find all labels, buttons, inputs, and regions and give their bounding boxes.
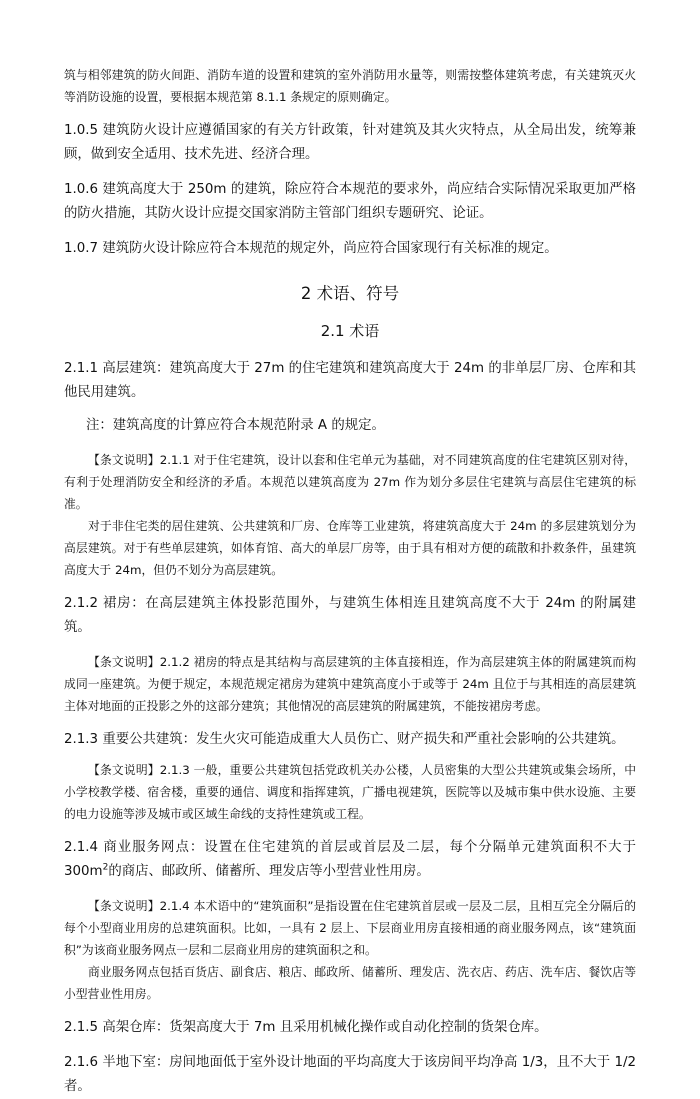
explanation-2-1-3: 【条文说明】2.1.3 一般，重要公共建筑包括党政机关办公楼，人员密集的大型公共建筑或集会场所，中小学校教学楼、宿舍楼，重要的通信、调度和指挥建筑，广播电视建筑，医院等以及城市集中供水设施、主要的电力设施等涉及城市或区域生命线的支持性建筑或工程。: [64, 763, 636, 821]
term-2-1-6: 2.1.6 半地下室：房间地面低于室外设计地面的平均高度大于该房间平均净高 1/3，且不大于 1/2 者。: [64, 1055, 637, 1094]
explanation-2-1-2: 【条文说明】2.1.2 裙房的特点是其结构与高层建筑的主体直接相连，作为高层建筑主体的附属建筑而构成同一座建筑。为便于规定，本规范规定裙房为建筑中建筑高度小于或等于 24m 且位于与其相连的高层建筑主体对地面的正投影之外的这部分建筑；其他情况的高层建筑的附属建筑，不能按裙房考虑。: [64, 655, 636, 713]
term-2-1-3: 2.1.3 重要公共建筑：发生火灾可能造成重大人员伤亡、财产损失和严重社会影响的公共建筑。: [64, 732, 625, 747]
explanation-2-1-4-b: 商业服务网点包括百货店、副食店、粮店、邮政所、储蓄所、理发店、洗衣店、药店、洗车店、餐饮店等小型营业性用房。: [64, 965, 636, 1001]
term-2-1-4: [64, 836, 636, 884]
explanation-2-1-1-b: 对于非住宅类的居住建筑、公共建筑和厂房、仓库等工业建筑，将建筑高度大于 24m 的多层建筑划分为高层建筑。对于有些单层建筑，如体育馆、高大的单层厂房等，由于具有相对方便的疏散和扑救条件，虽建筑高度大于 24m，但仍不划分为高层建筑。: [64, 519, 636, 577]
term-2-1-1: 2.1.1 高层建筑：建筑高度大于 27m 的住宅建筑和建筑高度大于 24m 的非单层厂房、仓库和其他民用建筑。: [64, 361, 636, 400]
continuation-paragraph: 筑与相邻建筑的防火间距、消防车道的设置和建筑的室外消防用水量等，则需按整体建筑考虑，有关建筑灭火等消防设施的设置，要根据本规范第 8.1.1 条规定的原则确定。: [64, 68, 636, 104]
note-2-1-1: 注：建筑高度的计算应符合本规范附录 A 的规定。: [86, 418, 385, 433]
term-2-1-4-text-end: 的商店、邮政所、储蓄所、理发店等小型营业性用房。: [108, 864, 430, 879]
section-title: 2.1 术语: [320, 322, 380, 340]
clause-1-0-6: 1.0.6 建筑高度大于 250m 的建筑，除应符合本规范的要求外，尚应结合实际情况采取更加严格的防火措施，其防火设计应提交国家消防主管部门组织专题研究、论证。: [64, 182, 636, 221]
term-2-1-4-text: 2.1.4 商业服务网点：设置在住宅建筑的首层或首层及二层，每个分隔单元建筑面积不大于 300m: [64, 840, 636, 879]
clause-1-0-5: 1.0.5 建筑防火设计应遵循国家的有关方针政策，针对建筑及其火灾特点，从全局出发，统筹兼顾，做到安全适用、技术先进、经济合理。: [64, 123, 636, 162]
explanation-2-1-1-a: 【条文说明】2.1.1 对于住宅建筑，设计以套和住宅单元为基础，对不同建筑高度的住宅建筑区别对待，有利于处理消防安全和经济的矛盾。本规范以建筑高度为 27m 作为划分多层住宅建筑与高层住宅建筑的标准。: [64, 453, 636, 511]
chapter-title: 2 术语、符号: [300, 284, 400, 303]
explanation-2-1-4-a: 【条文说明】2.1.4 本术语中的“建筑面积”是指设置在住宅建筑首层或一层及二层，且相互完全分隔后的每个小型商业用房的总建筑面积。比如，一具有 2 层上、下层商业用房直接相通的商业服务网点，该“建筑面积”为该商业服务网点一层和二层商业用房的建筑面积之和。: [64, 899, 636, 957]
clause-1-0-7: 1.0.7 建筑防火设计除应符合本规范的规定外，尚应符合国家现行有关标准的规定。: [64, 241, 558, 256]
superscript-2: 2: [102, 862, 109, 873]
term-2-1-5: 2.1.5 高架仓库：货架高度大于 7m 且采用机械化操作或自动化控制的货架仓库。: [64, 1020, 548, 1035]
term-2-1-2: 2.1.2 裙房：在高层建筑主体投影范围外，与建筑生体相连且建筑高度不大于 24m 的附属建筑。: [64, 596, 636, 635]
